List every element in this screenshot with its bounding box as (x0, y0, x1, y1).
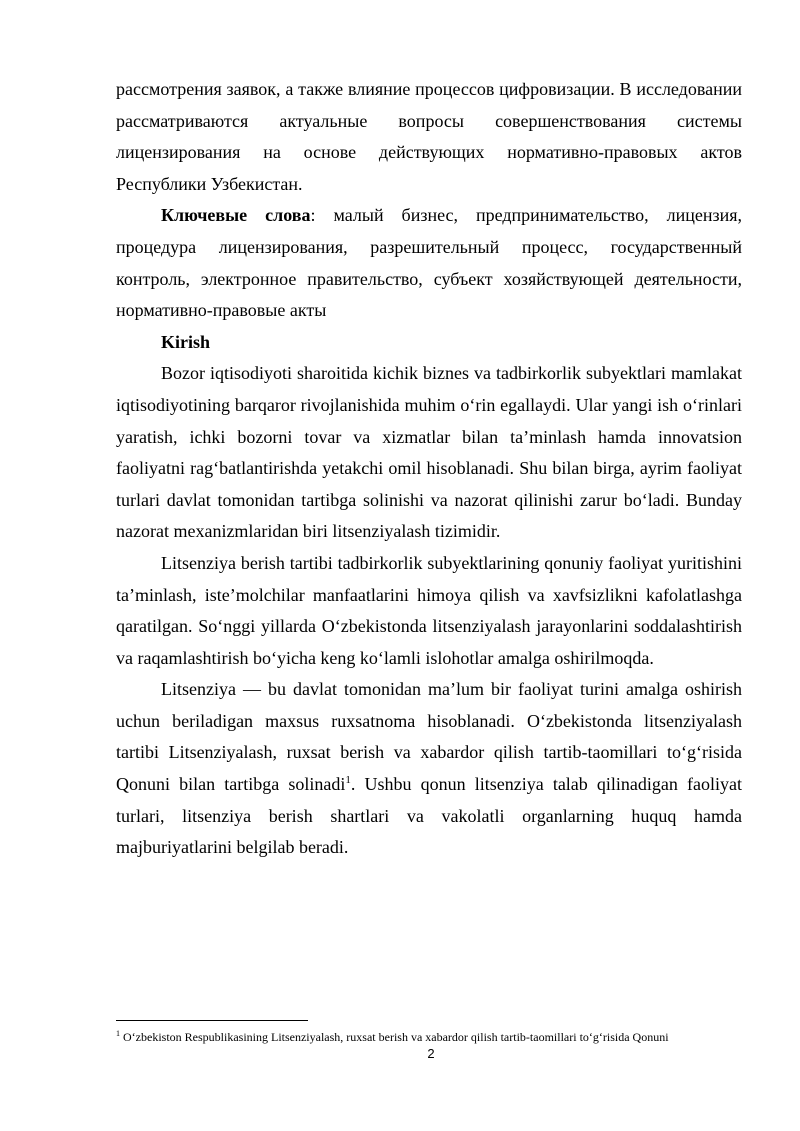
footnote-number: 1 (116, 1029, 120, 1038)
paragraph-intro-3-part-a: Litsenziya — bu davlat tomonidan maʼlum bir faoliyat turini amalga oshirish uchun beriladigan maxsus ruxsatnoma hisoblanadi. Oʻzbekistonda litsenziyalash tartibi Litsenziyalash, ruxsat berish va xabardor qilish tartib-taomillari toʻgʻrisida Qonuni bilan tartibga solinadi (116, 679, 742, 795)
paragraph-keywords (116, 200, 742, 326)
paragraph-intro-3 (116, 674, 742, 864)
paragraph-intro-1: Bozor iqtisodiyoti sharoitida kichik biznes va tadbirkorlik subyektlari mamlakat iqtisodiyotining barqaror rivojlanishida muhim oʻrin egallaydi. Ular yangi ish oʻrinlari yaratish, ichki bozorni tovar va xizmatlar bilan taʼminlash hamda innovatsion faoliyatni ragʻbatlantirishda yetakchi omil hisoblanadi. Shu bilan birga, ayrim faoliyat turlari davlat tomonidan tartibga solinishi va nazorat qilinishi zarur boʻladi. Bunday nazorat mexanizmlaridan biri litsenziyalash tizimidir. (116, 363, 742, 542)
paragraph-abstract-end: рассмотрения заявок, а также влияние процессов цифровизации. В исследовании рассматриваются актуальные вопросы совершенствования системы лицензирования на основе действующих нормативно-правовых актов Республики Узбекистан. (116, 79, 742, 194)
keywords-label: Ключевые слова (161, 205, 311, 226)
section-heading: Kirish (161, 331, 211, 352)
keywords-text: : малый бизнес, предпринимательство, лицензия, процедура лицензирования, разрешительный процесс, государственный контроль, электронное правительство, субъект хозяйствующей деятельности, нормативно-правовые акты (116, 205, 743, 321)
footnote-text: Oʻzbekiston Respublikasining Litsenziyalash, ruxsat berish va xabardor qilish tartib-taomillari toʻgʻrisida Qonuni (120, 1030, 669, 1044)
paragraph-intro-3-part-b: . Ushbu qonun litsenziya talab qilinadigan faoliyat turlari, litsenziya berish shartlari va vakolatli organlarning huquq hamda majburiyatlarini belgilab beradi. (116, 774, 743, 858)
footnote-reference[interactable]: 1 (345, 774, 351, 787)
paragraph-intro-2: Litsenziya berish tartibi tadbirkorlik subyektlarining qonuniy faoliyat yuritishini taʼminlash, isteʼmolchilar manfaatlarini himoya qilish va xavfsizlikni kafolatlashga qaratilgan. Soʻnggi yillarda Oʻzbekistonda litsenziyalash jarayonlarini soddalashtirish va raqamlashtirish boʻyicha keng koʻlamli islohotlar amalga oshirilmoqda. (116, 552, 742, 668)
footnote (116, 1030, 756, 1045)
body-text (116, 74, 742, 864)
page-number: 2 (427, 1046, 435, 1061)
footnote-separator (116, 1020, 308, 1021)
